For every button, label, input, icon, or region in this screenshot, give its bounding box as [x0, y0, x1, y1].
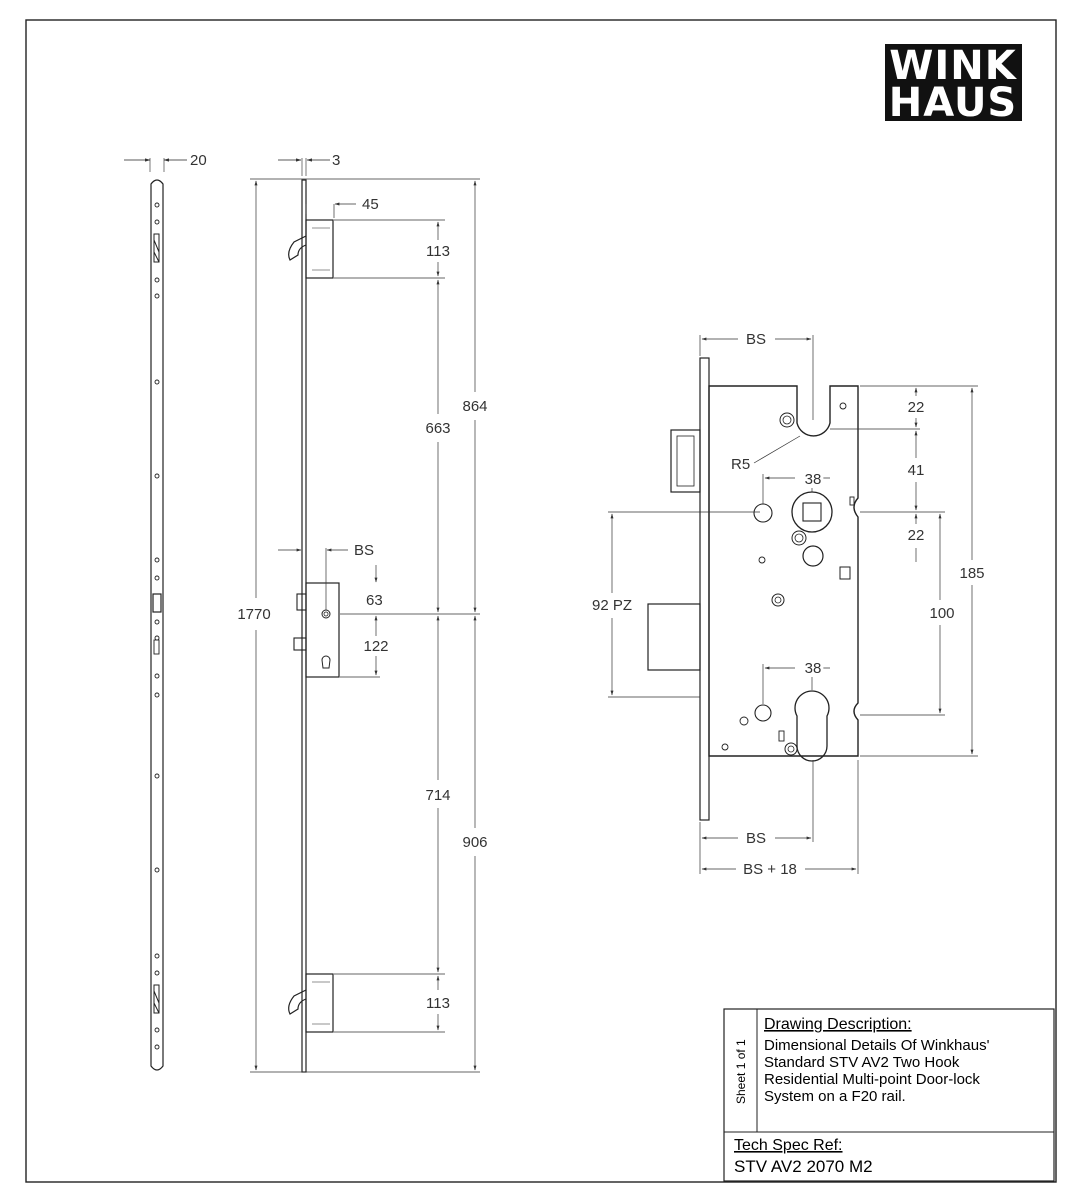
cylinder-spacing-label: 38 [804, 660, 822, 677]
handle-to-cylinder-top-label: 63 [366, 592, 383, 609]
winkhaus-logo [885, 43, 1022, 126]
hook-offset-label: 45 [362, 196, 379, 213]
tech-spec-heading: Tech Spec Ref: [734, 1137, 843, 1154]
top-to-handle-label: 864 [462, 398, 488, 415]
description-line-1: Dimensional Details Of Winkhaus' [764, 1037, 990, 1054]
description-line-3: Residential Multi-point Door-lock [764, 1071, 980, 1088]
thickness-label: 3 [332, 152, 341, 169]
sheet-border [26, 20, 1056, 1182]
bottom-to-handle-label: 906 [462, 834, 488, 851]
rail-holes [155, 203, 159, 1049]
bottom-hook-height-label: 113 [426, 995, 450, 1012]
radius-label: R5 [731, 456, 751, 473]
backset-top-label: BS [745, 331, 767, 348]
title-block [724, 1009, 1054, 1181]
lock-case-detail [648, 358, 858, 820]
pz-label: 92 PZ [591, 597, 633, 614]
top-gap-label: 22 [907, 399, 925, 416]
elevation-view [278, 158, 339, 1072]
tech-spec-value: STV AV2 2070 M2 [734, 1157, 873, 1176]
logo-line-2: HAUS [888, 80, 1018, 126]
overall-height-label: 1770 [237, 606, 271, 623]
top-hook-height-label: 113 [426, 243, 450, 260]
sheet-number: Sheet 1 of 1 [734, 1039, 748, 1104]
centres-label: 100 [929, 605, 955, 622]
spindle-offset-label: 22 [907, 527, 925, 544]
description-line-4: System on a F20 rail. [764, 1088, 906, 1105]
backset-bottom-label: BS [745, 830, 767, 847]
lower-span-label: 714 [425, 787, 451, 804]
elevation-dimensions [250, 179, 480, 1072]
description-heading: Drawing Description: [764, 1016, 912, 1033]
handle-to-cylinder-label: 122 [363, 638, 389, 655]
logo-line-1: WINK [889, 43, 1017, 89]
rail-width-label: 20 [190, 152, 207, 169]
upper-span-label: 663 [425, 420, 451, 437]
description-line-2: Standard STV AV2 Two Hook [764, 1054, 960, 1071]
spindle-spacing-label: 38 [804, 471, 822, 488]
elevation-labels [235, 152, 489, 1012]
backset-label: BS [354, 542, 375, 559]
spindle-to-top-label: 41 [907, 462, 925, 479]
case-height-label: 185 [959, 565, 985, 582]
overall-width-label: BS + 18 [743, 861, 797, 878]
